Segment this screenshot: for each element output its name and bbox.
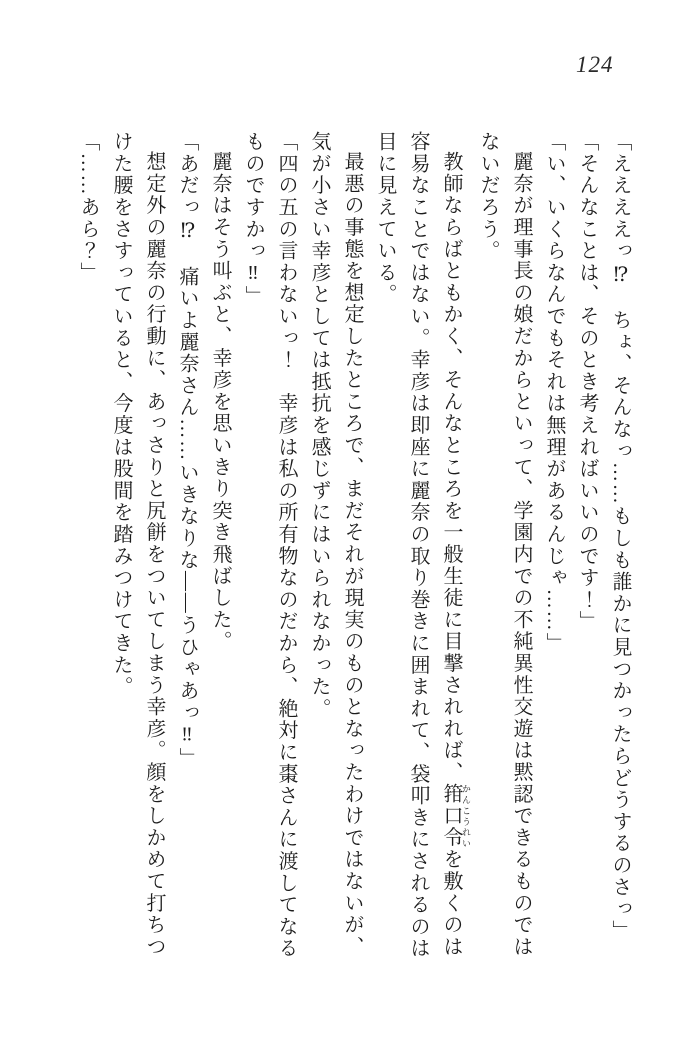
ruby-annotated-word: 箝口令 かんこうれい <box>440 783 471 849</box>
vertical-text-block <box>71 131 636 964</box>
dialogue-line-1: 「ええええっ⁉ ちょ、そんなっ……もしも誰かに見つかったらどうするのさっ」 <box>609 131 631 942</box>
narrative-3: 最悪の事態を想定したところで、まだそれが現実のものとなったわけではないが、気が小さい幸彦としては抵抗を感じずにはいられなかった。 <box>308 131 363 958</box>
page-number: 124 <box>576 52 614 77</box>
dialogue-line-4: 「四の五の言わないっ！ 幸彦は私の所有物なのだから、絶対に棗さんに渡してなるものですかっ‼」 <box>242 131 297 960</box>
narrative-4: 麗奈はそう叫ぶと、幸彦を思いきり突き飛ばした。 <box>209 151 231 653</box>
dialogue-line-6: 「……あら？」 <box>77 131 99 284</box>
narrative-5: 想定外の麗奈の行動に、あっさりと尻餅をついてしまう幸彦。顔をしかめて打ちつけた腰をさすっていると、今度は股間を踏みつけてきた。 <box>110 131 165 958</box>
narrative-1: 麗奈が理事長の娘だからといって、学園内での不純異性交遊は黙認できるものではないだろう。 <box>477 131 532 958</box>
dialogue-line-2: 「そんなことは、そのとき考えればいいのです！」 <box>576 131 598 633</box>
dialogue-line-3: 「い、いくらなんでもそれは無理があるんじゃ……」 <box>543 131 565 655</box>
dialogue-line-5: 「あだっ⁉ 痛いよ麗奈さん……いきなりな――うひゃあっ‼」 <box>176 131 198 770</box>
narrative-2: 教師ならばともかく、そんなところを一般生徒に目撃されれば、箝口令 かんこうれいを敷くのは容易なことではない。幸彦は即座に麗奈の取り巻きに囲まれて、袋叩きにされるのは目に見えている。 <box>374 131 471 960</box>
